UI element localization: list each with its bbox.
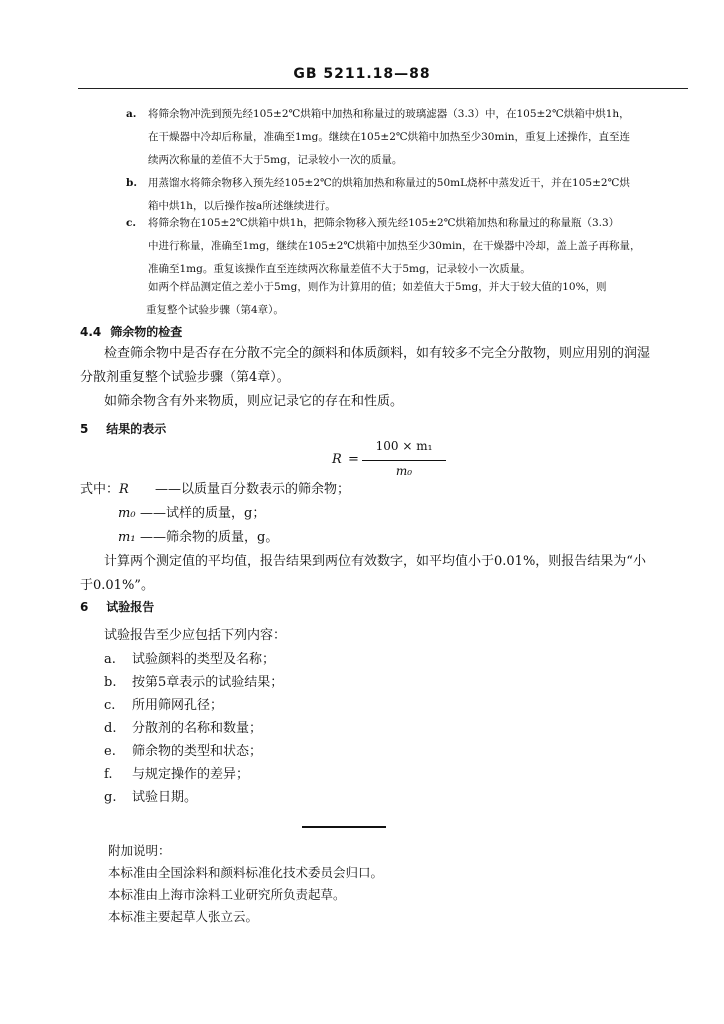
section-heading xyxy=(80,420,166,437)
symbol: m₁ xyxy=(118,530,136,545)
item-line: 将筛余物冲洗到预先经105±2℃烘箱中加热和称量过的玻璃滤器（3.3）中，在105±2℃烘箱中烘1h， xyxy=(148,108,630,120)
item-label: d. xyxy=(104,721,117,736)
symbol-desc: ——以质量百分数表示的筛余物； xyxy=(155,482,351,497)
item-text: 筛余物的类型和状态； xyxy=(132,744,263,759)
notes-line: 本标准由全国涂料和颜料标准化技术委员会归口。 xyxy=(108,865,384,880)
report-items-list xyxy=(80,648,283,809)
item-text: 所用筛网孔径； xyxy=(132,698,224,713)
list-item xyxy=(80,671,283,694)
item-label: f. xyxy=(104,767,113,782)
symbol: R xyxy=(119,482,129,497)
section-heading xyxy=(80,322,650,342)
formula-lhs: R xyxy=(332,452,342,467)
formula-equals: = xyxy=(348,452,359,467)
item-label: b. xyxy=(126,177,137,189)
section-title: 筛余物的检查 xyxy=(110,325,183,339)
paragraph-line: 如筛余物含有外来物质，则应记录它的存在和性质。 xyxy=(104,394,404,409)
symbol-desc: ——试样的质量，g； xyxy=(140,506,266,521)
item-text: 分散剂的名称和数量； xyxy=(132,721,263,736)
section-title: 试验报告 xyxy=(106,600,155,614)
section-heading xyxy=(80,598,154,615)
item-line: 将筛余物在105±2℃烘箱中烘1h，把筛余物移入预先经105±2℃烘箱加热和称量过的称量瓶（3.3） xyxy=(148,217,620,229)
report-intro-block xyxy=(80,624,286,648)
item-text: 与规定操作的差异； xyxy=(132,767,250,782)
section-4-4 xyxy=(80,322,650,414)
item-text: 试验颜料的类型及名称； xyxy=(132,652,276,667)
additional-notes xyxy=(108,840,383,928)
paragraph-line: 计算两个测定值的平均值，报告结果到两位有效数字，如平均值小于0.01%，则报告结果为“小 xyxy=(104,554,646,569)
item-text: 试验日期。 xyxy=(132,790,198,805)
list-item xyxy=(80,717,283,740)
item-line: 用蒸馏水将筛余物移入预先经105±2℃的烘箱加热和称量过的50mL烧杯中蒸发近干，并在105±2℃烘 xyxy=(148,177,630,189)
list-item xyxy=(80,763,283,786)
item-label: c. xyxy=(104,698,116,713)
list-item xyxy=(80,694,283,717)
notes-title: 附加说明： xyxy=(108,843,171,858)
result-formula xyxy=(332,439,442,483)
section-5 xyxy=(80,420,166,437)
item-text: 按第5章表示的试验结果； xyxy=(132,675,284,690)
section-number: 6 xyxy=(80,600,89,614)
list-item xyxy=(80,740,283,763)
where-label: 式中： xyxy=(80,482,120,497)
symbol-row xyxy=(80,526,646,550)
section-number: 4.4 xyxy=(80,325,102,339)
closing-divider xyxy=(302,826,386,828)
procedure-item-a xyxy=(126,103,686,172)
item-line: 中进行称量，准确至1mg，继续在105±2℃烘箱中加热至少30min，在干燥器中冷却，盖上盖子再称量， xyxy=(148,240,641,252)
notes-line: 本标准主要起草人张立云。 xyxy=(108,909,259,924)
symbol-row xyxy=(80,502,646,526)
list-item xyxy=(80,648,283,671)
procedure-item-c xyxy=(126,212,686,281)
symbol-definitions xyxy=(80,478,646,598)
report-intro: 试验报告至少应包括下列内容： xyxy=(104,628,287,643)
paragraph-line: 检查筛余物中是否存在分散不完全的颜料和体质颜料，如有较多不完全分散物，则应用别的润湿 xyxy=(104,346,651,361)
item-label: c. xyxy=(126,217,137,229)
symbol-desc: ——筛余物的质量，g。 xyxy=(140,530,279,545)
section-6 xyxy=(80,598,154,615)
header-divider xyxy=(78,88,688,89)
procedure-note xyxy=(148,276,688,322)
section-number: 5 xyxy=(80,422,89,436)
item-label: a. xyxy=(104,652,116,667)
fraction-bar xyxy=(362,460,446,461)
item-label: e. xyxy=(104,744,116,759)
section-title: 结果的表示 xyxy=(106,422,167,436)
item-label: b. xyxy=(104,675,117,690)
item-label: a. xyxy=(126,108,137,120)
item-line: 准确至1mg。重复该操作直至连续两次称量差值不大于5mg，记录较小一次质量。 xyxy=(148,263,531,275)
list-item xyxy=(80,786,283,809)
formula-denominator: m₀ xyxy=(395,464,413,478)
notes-line: 本标准由上海市涂料工业研究所负责起草。 xyxy=(108,887,346,902)
item-line: 箱中烘1h，以后操作按a所述继续进行。 xyxy=(148,200,336,212)
standard-number-header: GB 5211.18—88 xyxy=(293,66,431,82)
symbol-row xyxy=(80,478,646,502)
paragraph-line: 于0.01%”。 xyxy=(80,578,154,593)
note-line: 重复整个试验步骤（第4章）。 xyxy=(146,304,284,316)
paragraph-line: 分散剂重复整个试验步骤（第4章）。 xyxy=(80,370,290,385)
note-line: 如两个样品测定值之差小于5mg，则作为计算用的值；如差值大于5mg，并大于较大值的10%，则 xyxy=(148,281,607,293)
symbol: m₀ xyxy=(118,506,136,521)
item-line: 在干燥器中冷却后称量，准确至1mg。继续在105±2℃烘箱中加热至少30min，重复上述操作，直至连 xyxy=(148,131,631,143)
item-label: g. xyxy=(104,790,117,805)
formula-numerator: 100 × m₁ xyxy=(375,439,433,453)
item-line: 续两次称量的差值不大于5mg，记录较小一次的质量。 xyxy=(148,154,403,166)
